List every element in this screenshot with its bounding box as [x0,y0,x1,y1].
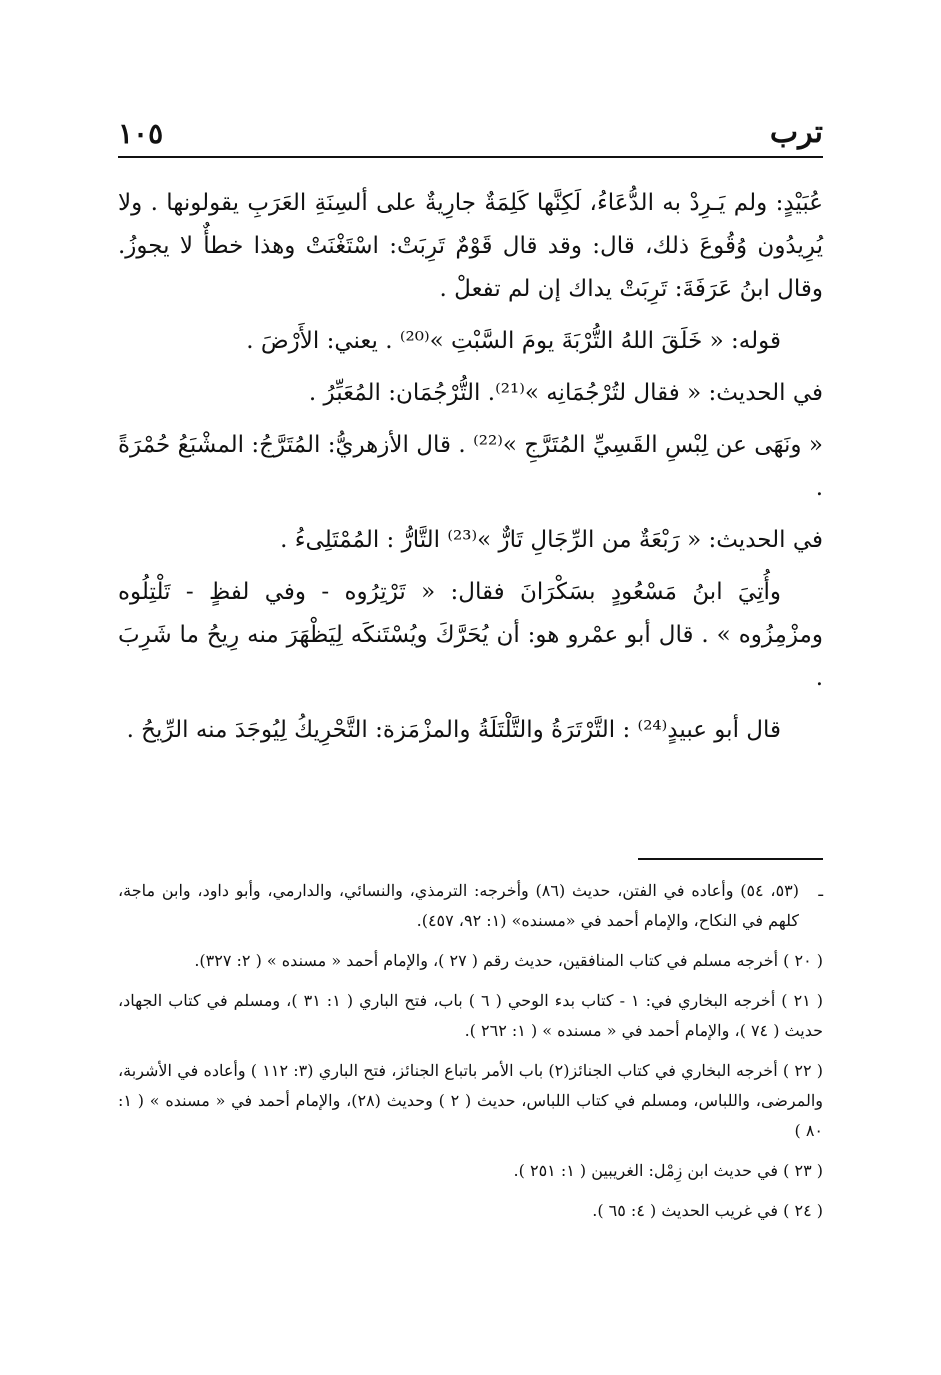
header-rule [118,156,823,158]
paragraph: في الحديث: « رَبْعَةٌ من الرِّجَالِ تَارٌّ »⁽²³⁾ التَّارُّ : المُمْتَلِىءُ . [280,527,823,553]
running-title: ترب [769,115,823,150]
paragraph: قال أبو عبيدٍ⁽²⁴⁾ : التَّرْتَرَةُ والتَّلْتَلَةُ والمزْمَزة: التَّحْرِيكُ لِيُوجَدَ منه الرِّيحُ . [126,717,781,743]
footnote-text: ( ٢٠ ) أخرجه مسلم في كتاب المنافقين، حديث رقم ( ٢٧ )، والإمام أحمد « مسنده » ( ٢: ٣٢٧). [194,951,823,970]
footnote-text: ( ٢٤ ) في غريب الحديث ( ٤: ٦٥ ). [592,1201,823,1220]
footnote-item [118,876,823,936]
main-text [118,182,823,761]
paragraph: عُبَيْدٍ: ولم يَـرِدْ به الدُّعَاءُ، لَكِنَّها كَلِمَةٌ جارِيةٌ على ألسِنَةِ العَرَبِ يقولونها . ولا يُرِيدُون وُقُوعَ ذلك، قال: وقد قال قَوْمٌ تَرِبَتْ: اسْتَغْنَتْ وهذا خطأٌ لا يجوزُ. وقال ابنُ عَرَفَةَ: تَرِبَتْ يداك إن لم تفعلْ . [118,190,823,302]
paragraph: قوله: « خَلَقَ اللهُ التُّرْبَةَ يومَ السَّبْتِ »⁽²⁰⁾ . يعني: الأَرْضَ . [246,328,781,354]
page-header [118,98,823,148]
page-number: ١٠٥ [118,117,164,150]
footnote-separator [638,858,823,860]
footnote-text: ( ٢١ ) أخرجه البخاري في: ١ - كتاب بدء الوحي ( ٦ ) باب، فتح الباري ( ١: ٣١ )، ومسلم في كتاب الجهاد، حديث ( ٧٤ )، والإمام أحمد في « مسنده » ( ١: ٢٦٢ ). [118,991,824,1040]
paragraph: وأُتِيَ ابنُ مَسْعُودٍ بسَكْرَانَ فقال: « تَرْتِرُوه - وفي لفظٍ - تَلْتِلُوه ومزْمِزُوه » . قال أبو عمْرو هو: أن يُحَرَّكَ ويُسْتَنكَه لِيَظْهَرَ منه رِيحُ ما شَرِبَ . [118,579,823,691]
footnote-item [118,1156,823,1186]
footnote-mark: ـ [818,881,823,900]
footnote-text: (٥٣، ٥٤) وأعاده في الفتن، حديث (٨٦) وأخرجه: الترمذي، والنسائي، والدارمي، وأبو داود، وابن ماجة، كلهم في النكاح، والإمام أحمد في «مسنده» (١: ٩٢، ٤٥٧). [118,881,799,930]
footnote-text: ( ٢٢ ) أخرجه البخاري في كتاب الجنائز(٢) باب الأمر باتباع الجنائز، فتح الباري (٣: ١١٢ ) وأعاده في الأشربة، والمرضى، واللباس، ومسلم في كتاب اللباس، حديث ( ٢ ) وحديث (٢٨)، والإمام أحمد في « مسنده » ( ١: ٨٠ ) [118,1061,824,1140]
footnote-item [118,946,823,976]
paragraph: في الحديث: « فقال لتُرْجُمَانِه »⁽²¹⁾. التُّرْجُمَان: المُعَبِّرُ . [308,380,823,406]
footnote-item [118,1196,823,1226]
footnote-text: ( ٢٣ ) في حديث ابن زِمْل: الغريبين ( ١: ٢٥١ ). [513,1161,823,1180]
footnote-item [118,986,823,1046]
paragraph: « ونَهَى عن لِبْسِ القَسِيِّ المُتَرَّجِ »⁽²²⁾ . قال الأزهريُّ: المُتَرَّجُ: المشْبَعُ حُمْرَةً . [118,432,823,501]
footnotes [118,876,823,1236]
footnote-item [118,1056,823,1146]
